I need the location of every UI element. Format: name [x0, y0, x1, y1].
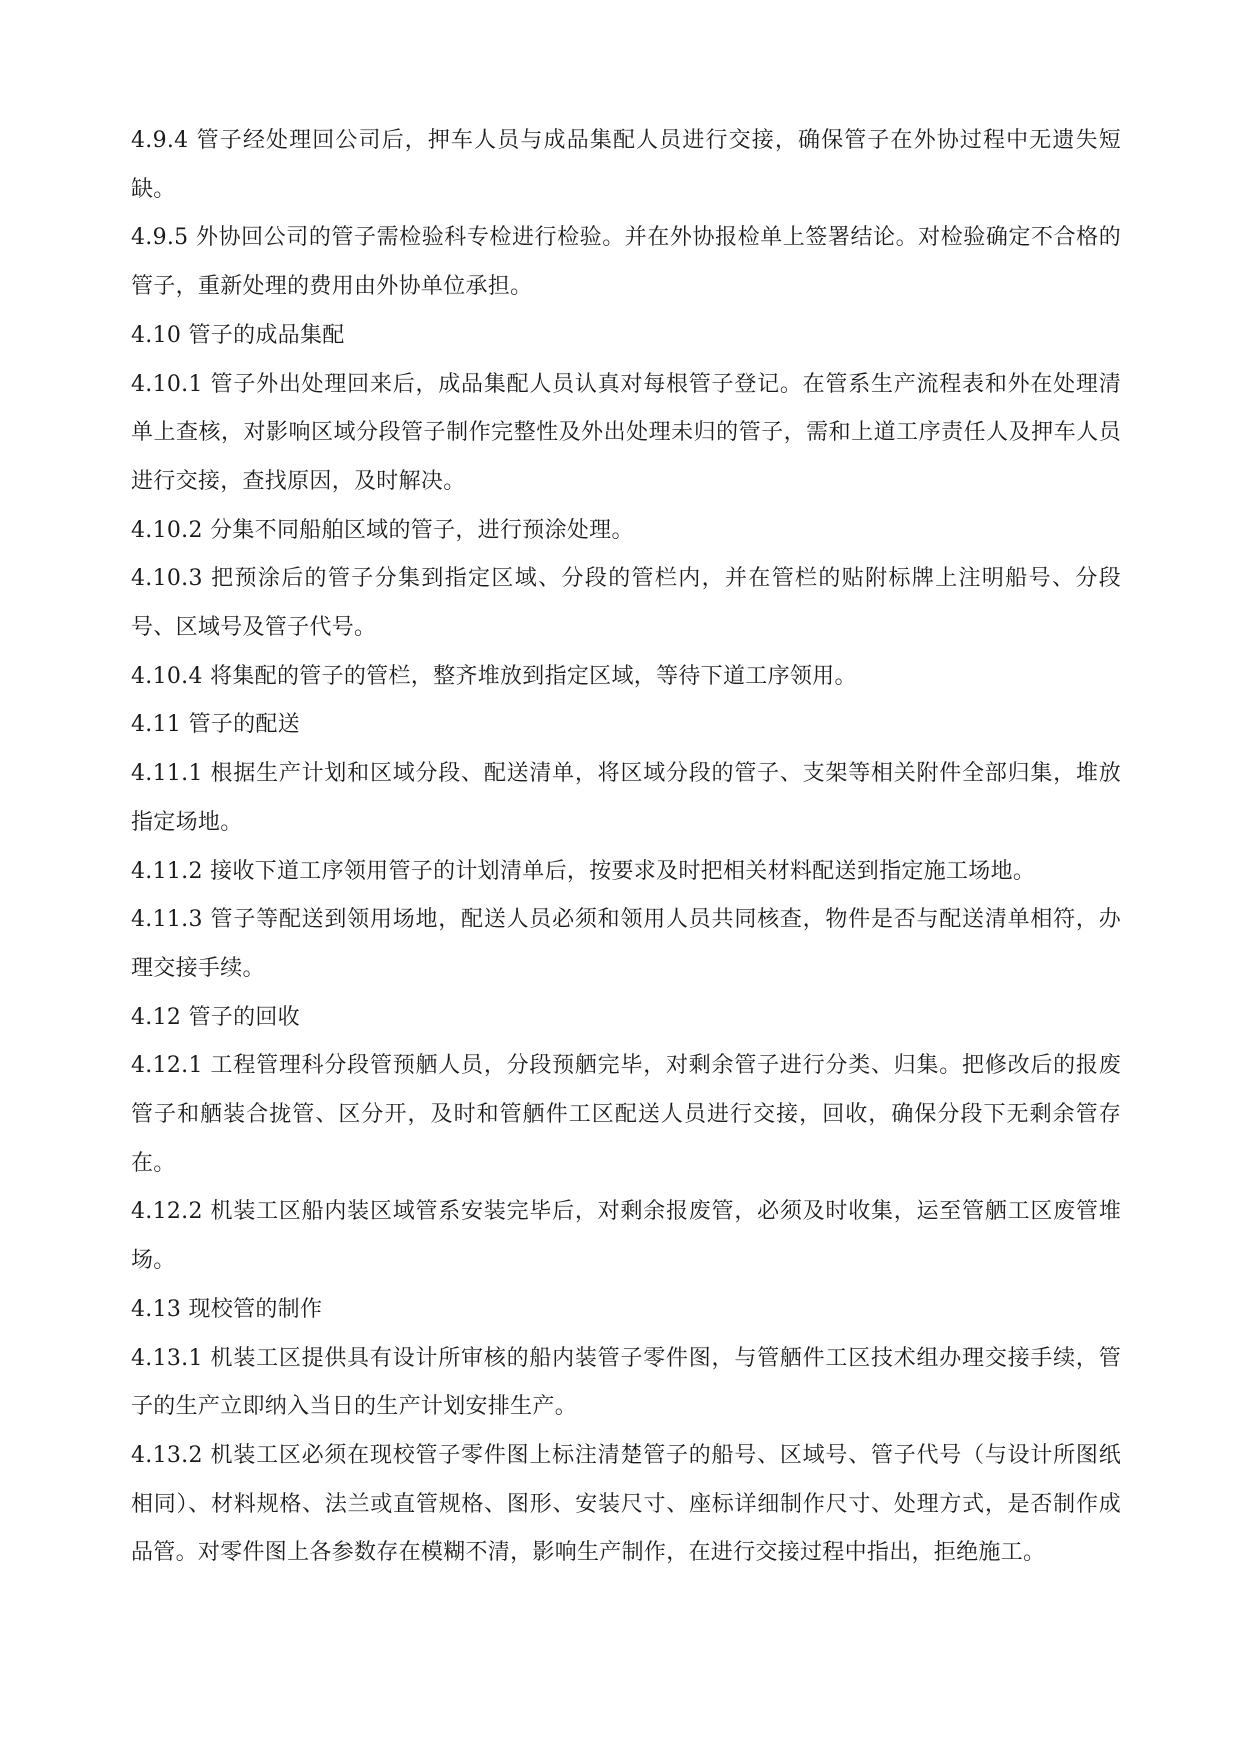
paragraph-4-11-3: 4.11.3 管子等配送到领用场地，配送人员必须和领用人员共同核查，物件是否与配送清单相符，办理交接手续。: [131, 907, 1121, 981]
paragraph-4-11-2: 4.11.2 接收下道工序领用管子的计划清单后，按要求及时把相关材料配送到指定施工场地。: [131, 858, 1036, 884]
paragraph-4-9-5: 4.9.5 外协回公司的管子需检验科专检进行检验。并在外协报检单上签署结论。对检验确定不合格的管子，重新处理的费用由外协单位承担。: [131, 225, 1121, 300]
paragraph-4-13-1: 4.13.1 机装工区提供具有设计所审核的船内装管子零件图，与管舾件工区技术组办理交接手续，管子的生产立即纳入当日的生产计划安排生产。: [131, 1345, 1121, 1420]
section-heading-4-13: 4.13 现校管的制作: [131, 1296, 323, 1322]
section-heading-4-12: 4.12 管子的回收: [131, 1004, 300, 1030]
paragraph-4-10-2: 4.10.2 分集不同船舶区域的管子，进行预涂处理。: [131, 517, 634, 543]
paragraph-4-13-2: 4.13.2 机装工区必须在现校管子零件图上标注清楚管子的船号、区域号、管子代号（与设计所图纸相同）、材料规格、法兰或直管规格、图形、安装尺寸、座标详细制作尺寸、处理方式，是否制作成品管。对零件图上各参数存在模糊不清，影响生产制作，在进行交接过程中指出，拒绝施工。: [131, 1442, 1121, 1566]
paragraph-4-10-4: 4.10.4 将集配的管子的管栏，整齐堆放到指定区域，等待下道工序领用。: [131, 663, 857, 689]
paragraph-4-10-3: 4.10.3 把预涂后的管子分集到指定区域、分段的管栏内，并在管栏的贴附标牌上注明船号、分段号、区域号及管子代号。: [131, 566, 1121, 641]
paragraph-4-12-2: 4.12.2 机装工区船内装区域管系安装完毕后，对剩余报废管，必须及时收集，运至管舾工区废管堆场。: [131, 1199, 1121, 1274]
document-body: [131, 117, 1121, 1578]
section-heading-4-10: 4.10 管子的成品集配: [131, 322, 345, 348]
paragraph-4-11-1: 4.11.1 根据生产计划和区域分段、配送清单，将区域分段的管子、支架等相关附件全部归集，堆放指定场地。: [131, 761, 1121, 835]
paragraph-4-9-4: 4.9.4 管子经处理回公司后，押车人员与成品集配人员进行交接，确保管子在外协过程中无遗失短缺。: [131, 128, 1121, 202]
paragraph-4-10-1: 4.10.1 管子外出处理回来后，成品集配人员认真对每根管子登记。在管系生产流程表和外在处理清单上查核，对影响区域分段管子制作完整性及外出处理未归的管子，需和上道工序责任人及押车人员进行交接，查找原因，及时解决。: [131, 371, 1121, 494]
section-heading-4-11: 4.11 管子的配送: [131, 712, 300, 738]
paragraph-4-12-1: 4.12.1 工程管理科分段管预舾人员，分段预舾完毕，对剩余管子进行分类、归集。把修改后的报废管子和舾装合拢管、区分开，及时和管舾件工区配送人员进行交接，回收，确保分段下无剩余管存在。: [131, 1053, 1121, 1176]
